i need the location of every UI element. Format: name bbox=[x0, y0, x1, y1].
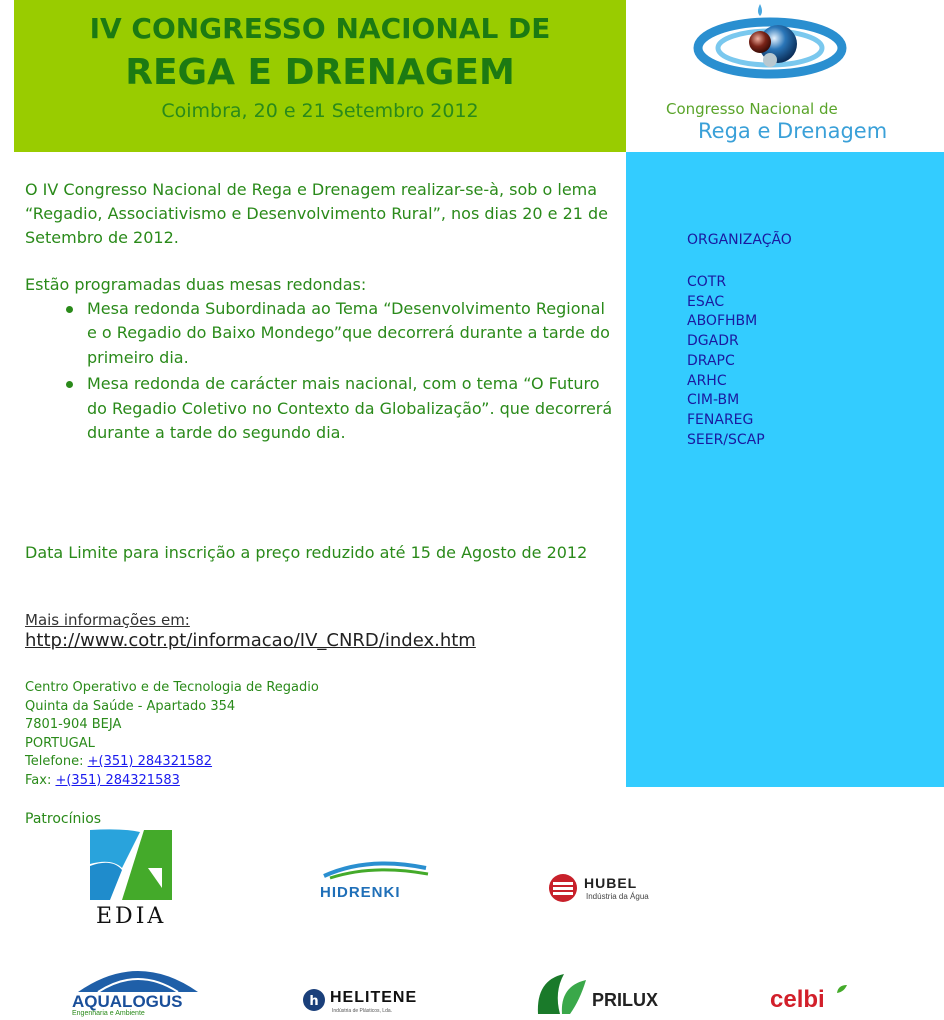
organization-item: FENAREG bbox=[687, 411, 754, 428]
helitene-logo-subtext: Indústria de Plásticos, Lda. bbox=[332, 1008, 393, 1014]
celbi-leaf-icon bbox=[836, 984, 848, 994]
congress-logo bbox=[626, 0, 944, 152]
hidrenki-wave-icon bbox=[318, 858, 433, 882]
celbi-logo-text: celbi bbox=[770, 986, 825, 1013]
address-line: Quinta da Saúde - Apartado 354 bbox=[25, 698, 236, 714]
organization-item: DRAPC bbox=[687, 352, 735, 369]
more-info-label: Mais informações em: bbox=[25, 611, 190, 629]
header-title-line2: REGA E DRENAGEM bbox=[125, 52, 515, 93]
address-line: PORTUGAL bbox=[25, 735, 95, 751]
edia-logo bbox=[82, 828, 182, 928]
hidrenki-logo-text: HIDRENKI bbox=[320, 884, 401, 901]
address-line: Centro Operativo e de Tecnologia de Regadio bbox=[25, 680, 319, 695]
svg-text:h: h bbox=[309, 994, 319, 1009]
roundtable-text: Mesa redonda de carácter mais nacional, com o tema “O Futuro do Regadio Coletivo no Contexto da Globalização”. que decorrerá durante a tarde do segundo dia. bbox=[87, 374, 613, 443]
intro-paragraph: O IV Congresso Nacional de Rega e Drenagem realizar-se-à, sob o lema “Regadio, Associativismo e Desenvolvimento Rural”, nos dias 20 e 21 de Setembro de 2012. bbox=[25, 180, 609, 247]
roundtable-item bbox=[87, 372, 617, 445]
aqualogus-logo-subtext: Engenharia e Ambiente bbox=[72, 1010, 145, 1017]
celbi-logo bbox=[770, 982, 850, 1018]
organization-item: ESAC bbox=[687, 293, 725, 310]
hidrenki-logo bbox=[318, 858, 433, 908]
prilux-leaf-icon bbox=[534, 970, 588, 1016]
fax-link[interactable]: +(351) 284321583 bbox=[55, 772, 180, 788]
aqualogus-wave-icon bbox=[68, 960, 208, 994]
organization-title: ORGANIZAÇÃO bbox=[687, 232, 792, 248]
bullet-icon bbox=[66, 381, 73, 388]
edia-logo-text: EDIA bbox=[96, 904, 167, 929]
phone-row bbox=[25, 753, 319, 772]
helitene-emblem-icon bbox=[302, 988, 326, 1012]
phone-label: Telefone: bbox=[25, 754, 88, 769]
phone-link[interactable]: +(351) 284321582 bbox=[87, 754, 213, 769]
organization-item: ARHC bbox=[687, 372, 727, 389]
helitene-logo bbox=[302, 988, 442, 1018]
more-info-link[interactable]: http://www.cotr.pt/informacao/IV_CNRD/index.htm bbox=[25, 630, 476, 651]
deadline-text: Data Limite para inscrição a preço reduzido até 15 de Agosto de 2012 bbox=[25, 543, 588, 562]
prilux-logo bbox=[534, 970, 674, 1018]
header-title-line1: IV CONGRESSO NACIONAL DE bbox=[89, 12, 551, 45]
organization-list bbox=[687, 273, 765, 450]
aqualogus-logo-text: AQUALOGUS bbox=[72, 992, 183, 1011]
organization-item: ABOFHBM bbox=[687, 313, 758, 330]
header-banner bbox=[14, 0, 626, 152]
bullet-icon bbox=[66, 306, 73, 313]
header-date: Coimbra, 20 e 21 Setembro 2012 bbox=[161, 100, 479, 122]
organization-item: SEER/SCAP bbox=[687, 431, 765, 448]
hubel-logo bbox=[548, 872, 673, 906]
fax-row bbox=[25, 772, 319, 791]
aqualogus-logo bbox=[68, 960, 208, 1020]
logo-text-line1: Congresso Nacional de bbox=[666, 100, 838, 118]
organization-panel bbox=[626, 152, 944, 787]
hubel-emblem-icon bbox=[548, 873, 578, 903]
roundtable-text: Mesa redonda Subordinada ao Tema “Desenvolvimento Regional e o Regadio do Baixo Mondego”que decorrerá durante a tarde do primeiro dia. bbox=[87, 299, 610, 367]
sponsors-title: Patrocínios bbox=[25, 811, 102, 827]
organization-item: COTR bbox=[687, 274, 727, 290]
logo-text-line2: Rega e Drenagem bbox=[698, 119, 888, 143]
helitene-logo-text: HELITENE bbox=[330, 989, 418, 1006]
fax-label: Fax: bbox=[25, 772, 56, 788]
hubel-logo-subtext: Indústria da Água bbox=[586, 892, 649, 901]
hubel-logo-text: HUBEL bbox=[584, 875, 638, 891]
organization-item: DGADR bbox=[687, 333, 739, 350]
address-block bbox=[25, 679, 319, 790]
roundtable-item bbox=[87, 297, 617, 370]
roundtables-intro: Estão programadas duas mesas redondas: bbox=[25, 275, 367, 294]
roundtables-list bbox=[87, 297, 617, 447]
address-line: 7801-904 BEJA bbox=[25, 717, 122, 732]
prilux-logo-text: PRILUX bbox=[592, 990, 659, 1010]
organization-item: CIM-BM bbox=[687, 392, 740, 409]
edia-logo-icon bbox=[82, 828, 182, 902]
